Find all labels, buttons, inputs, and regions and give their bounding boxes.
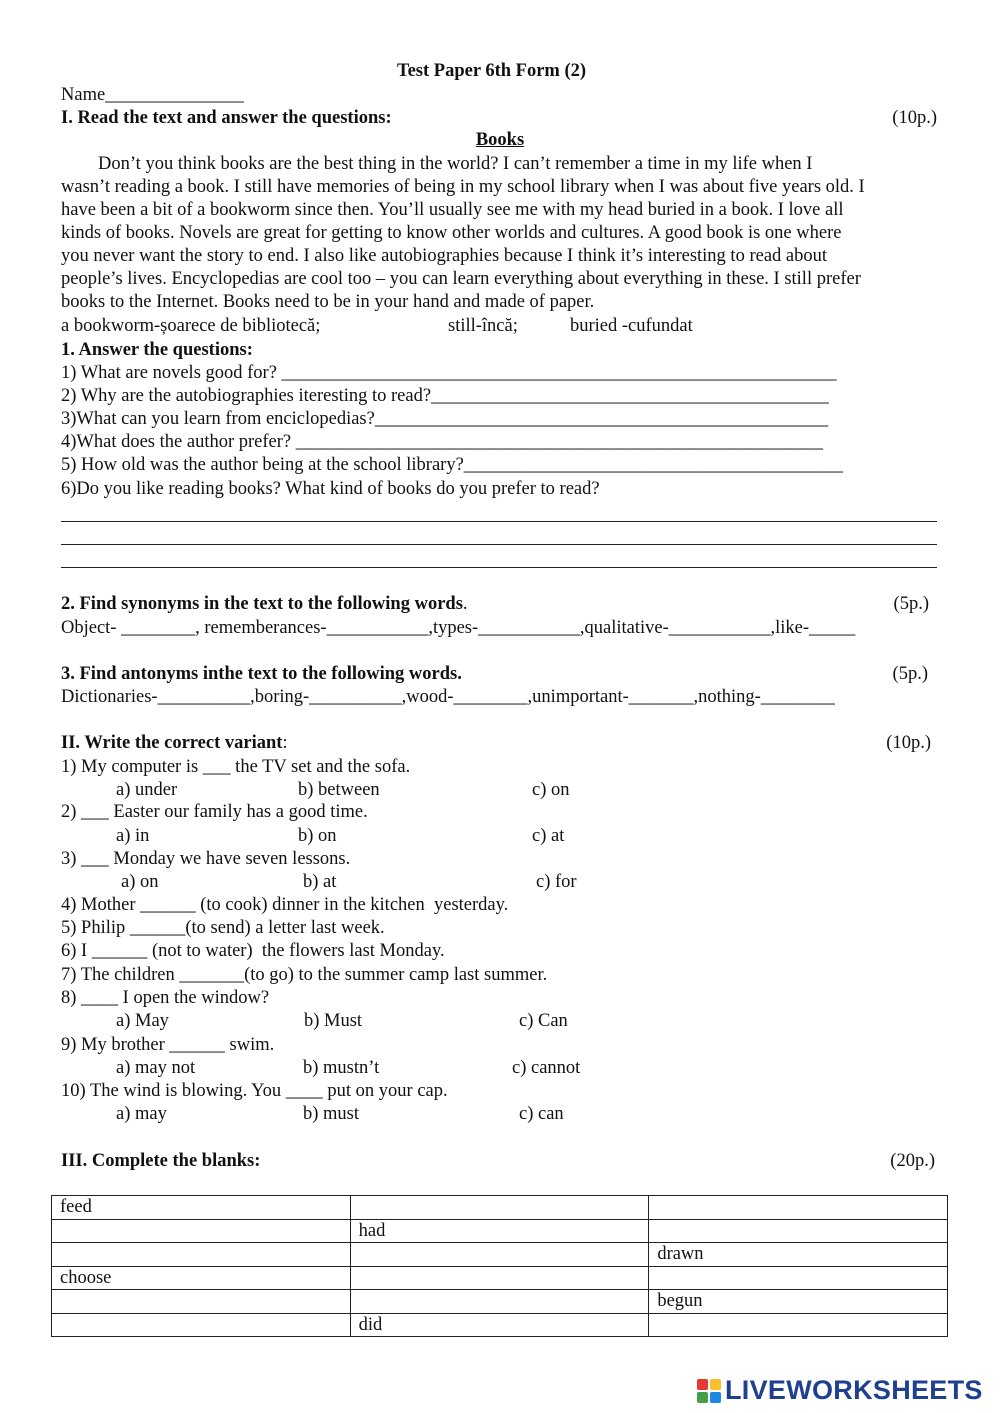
logo-square-green-icon	[697, 1392, 708, 1403]
table-cell[interactable]	[350, 1290, 649, 1314]
mc-option[interactable]: a) may not	[116, 1058, 196, 1078]
mc-question-1: 1) My computer is ___ the TV set and the sofa.	[61, 757, 411, 777]
glossary-bookworm: a bookworm-șoarece de bibliotecă;	[61, 316, 321, 336]
verb-blank-7[interactable]: 7) The children _______(to go) to the summer camp last summer.	[61, 965, 548, 985]
mc-option[interactable]: a) under	[116, 780, 178, 800]
table-row	[52, 1313, 948, 1337]
passage-line: wasn’t reading a book. I still have memories of being in my school library when I was about five years old. I	[61, 177, 865, 197]
section-2-heading-colon: :	[282, 733, 288, 753]
passage-line: Don’t you think books are the best thing in the world? I can’t remember a time in my life when I	[61, 154, 813, 174]
mc-option[interactable]: b) at	[303, 872, 337, 892]
table-cell[interactable]	[350, 1266, 649, 1290]
verb-blank-4[interactable]: 4) Mother ______ (to cook) dinner in the kitchen yesterday.	[61, 895, 509, 915]
answer-line-2[interactable]: 2) Why are the autobiographies iteresting to read?___________________________________________	[61, 386, 829, 406]
section-2-heading-text: II. Write the correct variant	[61, 733, 283, 753]
table-cell[interactable]	[52, 1313, 351, 1337]
answer-rule[interactable]	[61, 521, 937, 522]
question-2-heading-dot: .	[462, 594, 468, 614]
question-6: 6)Do you like reading books? What kind of books do you prefer to read?	[61, 479, 600, 499]
passage-line: kinds of books. Novels are great for getting to know other worlds and cultures. A good book is one where	[61, 223, 842, 243]
table-cell[interactable]: drawn	[649, 1243, 948, 1267]
table-cell[interactable]: choose	[52, 1266, 351, 1290]
question-1-heading: 1. Answer the questions:	[61, 340, 253, 360]
answer-line-5[interactable]: 5) How old was the author being at the school library?_________________________________________	[61, 455, 844, 475]
answer-line-3[interactable]: 3)What can you learn from enciclopedias?_________________________________________________	[61, 409, 829, 429]
logo-square-red-icon	[697, 1379, 708, 1390]
synonyms-blanks[interactable]: Object- ________, rememberances-___________,types-___________,qualitative-___________,like-_____	[61, 618, 856, 638]
verb-forms-table	[51, 1195, 948, 1337]
table-row	[52, 1243, 948, 1267]
question-3-heading: 3. Find antonyms inthe text to the following words.	[61, 664, 462, 684]
table-cell[interactable]: feed	[52, 1196, 351, 1220]
mc-option[interactable]: c) can	[519, 1104, 564, 1124]
passage-line: you never want the story to end. I also like autobiographies because I think it’s interesting to read about	[61, 246, 828, 266]
mc-option[interactable]: c) at	[532, 826, 565, 846]
mc-option[interactable]: b) on	[298, 826, 337, 846]
mc-option[interactable]: b) between	[298, 780, 380, 800]
question-3-points: (5p.)	[892, 664, 928, 684]
table-row	[52, 1219, 948, 1243]
mc-question-10: 10) The wind is blowing. You ____ put on your cap.	[61, 1081, 448, 1101]
mc-question-9: 9) My brother ______ swim.	[61, 1035, 275, 1055]
table-cell[interactable]	[350, 1243, 649, 1267]
glossary-still: still-încă;	[448, 316, 518, 336]
page-title: Test Paper 6th Form (2)	[396, 61, 587, 81]
answer-rule[interactable]	[61, 544, 937, 545]
table-cell[interactable]	[649, 1266, 948, 1290]
mc-option[interactable]: b) must	[303, 1104, 360, 1124]
table-cell[interactable]	[350, 1196, 649, 1220]
section-1-heading: I. Read the text and answer the questions:	[61, 108, 392, 128]
table-cell[interactable]: did	[350, 1313, 649, 1337]
mc-option[interactable]: c) on	[532, 780, 570, 800]
table-cell[interactable]	[52, 1243, 351, 1267]
question-2-points: (5p.)	[893, 594, 929, 614]
mc-option[interactable]: a) May	[116, 1011, 169, 1031]
section-3-heading: III. Complete the blanks:	[61, 1151, 261, 1171]
section-1-points: (10p.)	[892, 108, 937, 128]
table-cell[interactable]	[52, 1290, 351, 1314]
question-2-heading	[61, 593, 468, 616]
verb-blank-6[interactable]: 6) I ______ (not to water) the flowers last Monday.	[61, 941, 445, 961]
mc-option[interactable]: a) may	[116, 1104, 167, 1124]
table-row	[52, 1196, 948, 1220]
logo-squares-icon	[697, 1379, 721, 1403]
table-row	[52, 1290, 948, 1314]
mc-option[interactable]: b) Must	[304, 1011, 363, 1031]
table-cell[interactable]	[649, 1219, 948, 1243]
mc-option[interactable]: a) in	[116, 826, 150, 846]
passage-line: people’s lives. Encyclopedias are cool too – you can learn everything about everything in these. I still prefer	[61, 269, 861, 289]
section-2-points: (10p.)	[886, 733, 931, 753]
mc-option[interactable]: c) Can	[519, 1011, 568, 1031]
table-row	[52, 1266, 948, 1290]
mc-option[interactable]: a) on	[121, 872, 159, 892]
section-3-points: (20p.)	[890, 1151, 935, 1171]
mc-question-8: 8) ____ I open the window?	[61, 988, 270, 1008]
antonyms-blanks[interactable]: Dictionaries-__________,boring-__________,wood-________,unimportant-_______,nothing-________	[61, 687, 835, 707]
table-cell[interactable]: begun	[649, 1290, 948, 1314]
logo-square-yellow-icon	[710, 1379, 721, 1390]
mc-option[interactable]: b) mustn’t	[303, 1058, 380, 1078]
table-cell[interactable]	[52, 1219, 351, 1243]
passage-line: have been a bit of a bookworm since then. You’ll usually see me with my head buried in a book. I love all	[61, 200, 844, 220]
table-cell[interactable]: had	[350, 1219, 649, 1243]
table-cell[interactable]	[649, 1313, 948, 1337]
mc-option[interactable]: c) cannot	[512, 1058, 581, 1078]
logo-square-blue-icon	[710, 1392, 721, 1403]
verb-blank-5[interactable]: 5) Philip ______(to send) a letter last week.	[61, 918, 385, 938]
mc-option[interactable]: c) for	[536, 872, 577, 892]
question-2-heading-text: 2. Find synonyms in the text to the following words	[61, 594, 463, 614]
name-field[interactable]: Name_______________	[61, 85, 244, 105]
passage-line: books to the Internet. Books need to be in your hand and made of paper.	[61, 292, 595, 312]
mc-question-2: 2) ___ Easter our family has a good time.	[61, 802, 368, 822]
text-title: Books	[475, 130, 525, 150]
logo-text: LIVEWORKSHEETS	[725, 1375, 983, 1405]
mc-question-3: 3) ___ Monday we have seven lessons.	[61, 849, 351, 869]
answer-line-4[interactable]: 4)What does the author prefer? _________________________________________________________	[61, 432, 823, 452]
glossary-buried: buried -cufundat	[570, 316, 693, 336]
answer-line-1[interactable]: 1) What are novels good for? ____________________________________________________________	[61, 363, 837, 383]
liveworksheets-logo	[697, 1375, 983, 1406]
section-2-heading	[61, 732, 288, 755]
table-cell[interactable]	[649, 1196, 948, 1220]
answer-rule[interactable]	[61, 567, 937, 568]
